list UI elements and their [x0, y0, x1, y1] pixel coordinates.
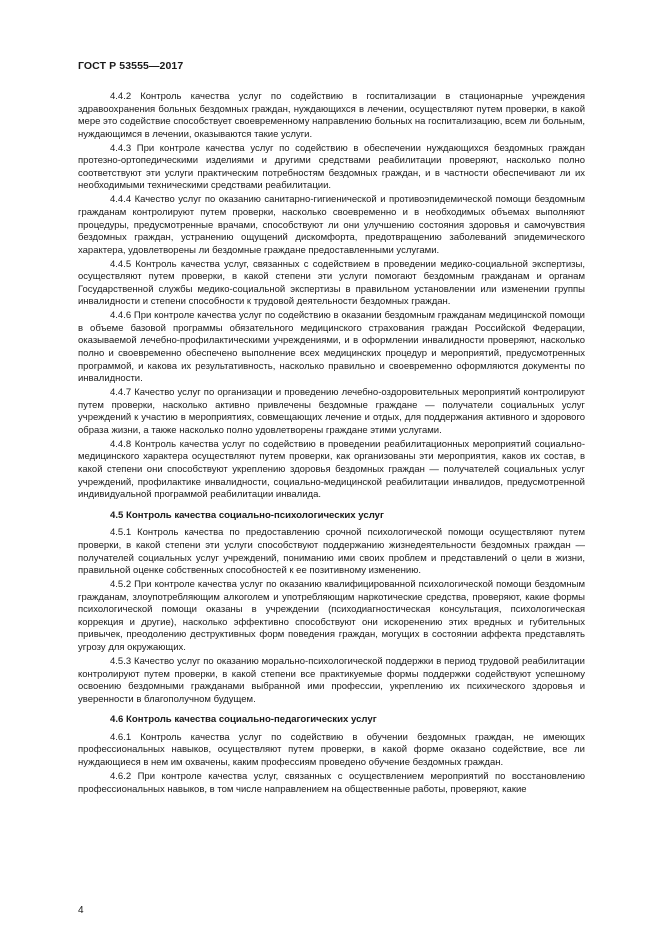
paragraph-4-6-2: 4.6.2 При контроле качества услуг, связанных с осуществлением мероприятий по восстановлению профессиональных навыков, в том числе направлением на общественные работы, проверяют, какие — [78, 770, 585, 795]
paragraph-4-4-6: 4.4.6 При контроле качества услуг по содействию в оказании бездомным гражданам медицинской помощи в объеме базовой программы обязательного медицинского страхования граждан Российской Федерации, оказываемой лечебно-профилактическими учреждениями, и в оформлении инвалидности проверяют, насколько полно и своевременно обеспечено выполнение всех медицинских процедур и мероприятий, предусмотренных программой, и какова их результативность, насколько правильно и своевременно оформляются документы по инвалидности. — [78, 310, 585, 385]
paragraph-4-4-5: 4.4.5 Контроль качества услуг, связанных с содействием в проведении медико-социальной экспертизы, осуществляют путем проверки, в какой степени эти услуги помогают бездомным гражданам и органам Государственной службы медико-социальной экспертизы в правильном установлении или изменении группы инвалидности и степени способности к трудовой деятельности бездомных граждан. — [78, 258, 585, 308]
paragraph-4-4-7: 4.4.7 Качество услуг по организации и проведению лечебно-оздоровительных мероприятий контролируют путем проверки, насколько активно привлечены бездомные граждане — получатели социальных услуг учреждений к участию в мероприятиях, совмещающих лечение и отдых, для поддержания активного и здорового образа жизни, а также насколько полно удовлетворены граждане этими услугами. — [78, 387, 585, 436]
paragraph-4-4-2: 4.4.2 Контроль качества услуг по содействию в госпитализации в стационарные учреждения здравоохранения больных бездомных граждан, нуждающихся в лечении, осуществляют путем проверки, в какой мере это содействие способствует своевременному направлению больных на госпитализацию, всем ли больным, нуждающимся в лечении, оказываются такие услуги. — [78, 91, 585, 140]
paragraph-4-4-4: 4.4.4 Качество услуг по оказанию санитарно-гигиенической и противоэпидемической помощи бездомным гражданам контролируют путем проверки, насколько своевременно и в необходимых объемах выполняют процедуры, предусмотренные врачами, способствуют ли они улучшению состояния здоровья и самочувствия бездомных граждан, устранению ощущений дискомфорта, предотвращению заболеваний эпидемического характера, удовлетворены ли бездомные граждане предоставленными услугами. — [78, 194, 585, 256]
paragraph-4-5-1: 4.5.1 Контроль качества по предоставлению срочной психологической помощи осуществляют путем проверки, в какой степени эти услуги способствуют поддержанию жизнедеятельности бездомных граждан — получателей социальных услуг учреждений, пониманию ими своих проблем и представлений о цели в жизни, правильной оценке собственных способностей к ее позитивному изменению. — [78, 527, 585, 577]
page-number: 4 — [78, 905, 84, 916]
section-heading-4-6: 4.6 Контроль качества социально-педагогических услуг — [110, 714, 377, 726]
paragraph-4-5-3: 4.5.3 Качество услуг по оказанию морально-психологической поддержки в период трудовой реабилитации контролируют путем проверки, в какой степени все практикуемые формы поддержки содействуют успешному освоению бездомными гражданами выбранной ими профессии, укреплению их психического здоровья и уверенности в благополучном будущем. — [78, 655, 585, 705]
standard-header: ГОСТ Р 53555—2017 — [78, 60, 184, 72]
paragraph-4-6-1: 4.6.1 Контроль качества услуг по содействию в обучении бездомных граждан, не имеющих профессиональных навыков, осуществляют путем проверки, в какой форме оказано содействие, все ли нуждающиеся в нем им охвачены, каким профессиям проведено обучение бездомных граждан. — [78, 731, 585, 769]
paragraph-4-5-2: 4.5.2 При контроле качества услуг по оказанию квалифицированной психологической помощи бездомным гражданам, злоупотребляющим алкоголем и употребляющим наркотические средства, проверяют, какие формы психологической помощи оказаны в учреждении (психодиагностическая консультация, психологическая коррекция и другие), насколько эффективно способствуют они искоренению этих вредных и губительных привычек, преодолению деструктивных форм поведения граждан, могущих в состоянии аффекта представлять угрозу для окружающих. — [78, 579, 585, 654]
section-heading-4-5: 4.5 Контроль качества социально-психологических услуг — [110, 509, 385, 521]
paragraph-4-4-8: 4.4.8 Контроль качества услуг по содействию в проведении реабилитационных мероприятий социально-медицинского характера осуществляют путем проверки, как организованы эти мероприятия, каков их состав, в какой степени они способствуют укреплению здоровья бездомных граждан — получателей социальных услуг учреждений, профилактике инвалидности, социально-медицинской реабилитации инвалидов, предусмотренной индивидуальной программой реабилитации инвалида. — [78, 438, 585, 501]
body-text — [78, 91, 585, 797]
paragraph-4-4-3: 4.4.3 При контроле качества услуг по содействию в обеспечении нуждающихся бездомных граждан протезно-ортопедическими изделиями и другими средствами реабилитации проверяют, насколько полно соответствуют эти услуги практическим потребностям бездомных граждан, и в частности обеспечивают ли их необходимыми техническими средствами реабилитации. — [78, 142, 585, 192]
